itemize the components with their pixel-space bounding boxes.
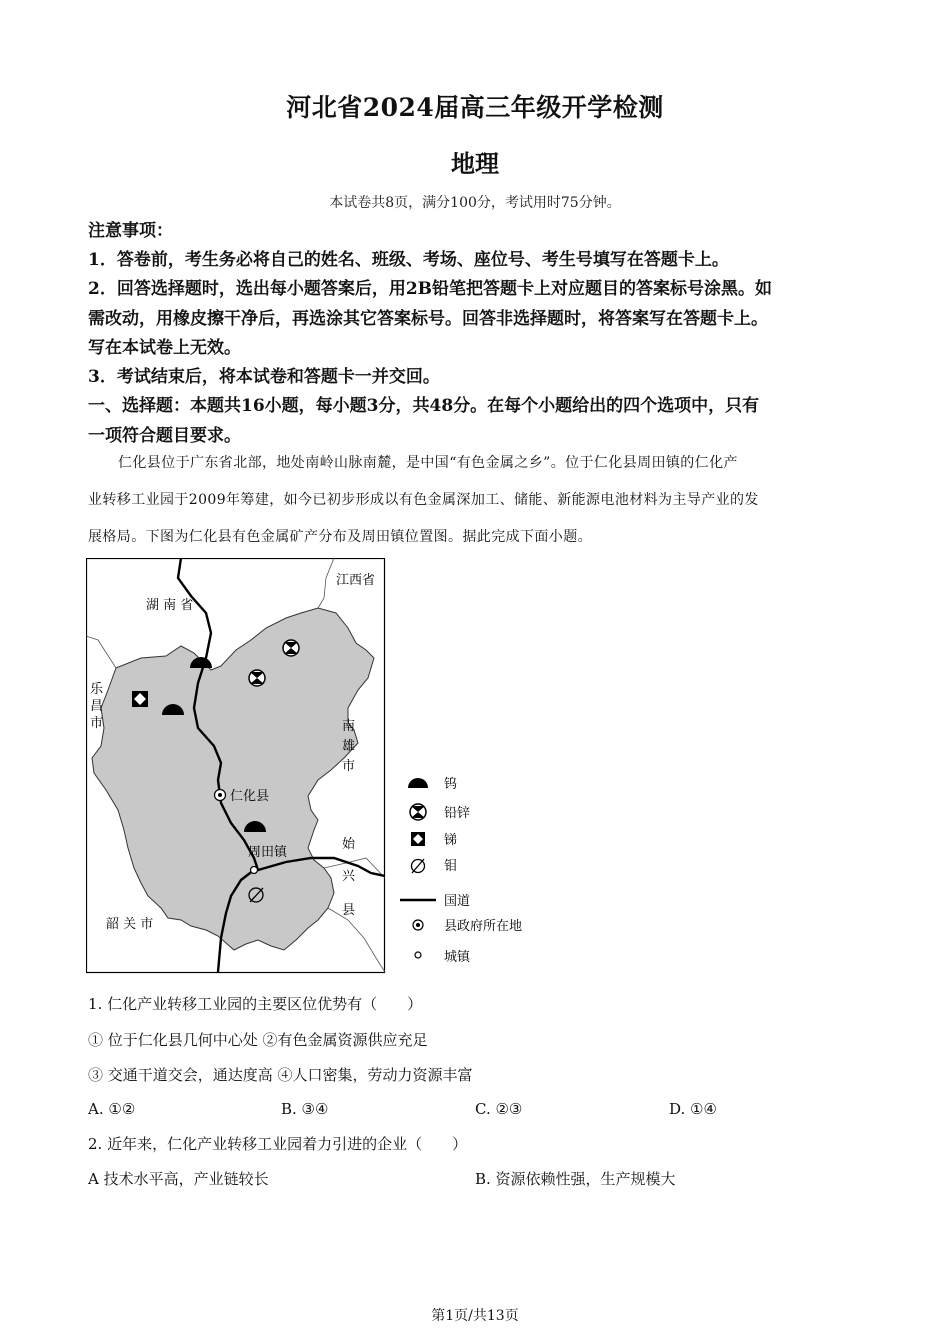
label-lechang: 昌: [90, 699, 104, 714]
notice-line: 写在本试卷上无效。: [88, 338, 241, 358]
legend-label: 钨: [444, 777, 458, 792]
lead-zinc-icon: [283, 640, 299, 656]
question-1-option-c[interactable]: C. ②③: [475, 1100, 523, 1118]
question-2-stem: 2. 近年来，仁化产业转移工业园着力引进的企业（ ）: [88, 1135, 468, 1153]
molybdenum-icon: [412, 859, 425, 873]
map-legend: [400, 768, 550, 973]
passage-line: 仁化县位于广东省北部，地处南岭山脉南麓，是中国“有色金属之乡”。位于仁化县周田镇的仁化产: [118, 455, 738, 471]
label-shixing: 兴: [342, 869, 356, 884]
notice-line: 3．考试结束后，将本试卷和答题卡一并交回。: [88, 367, 440, 387]
label-nanxiong: 雄: [342, 739, 356, 754]
question-2-option-b[interactable]: B. 资源依赖性强，生产规模大: [475, 1170, 676, 1188]
lead-zinc-icon: [249, 670, 265, 686]
label-lechang: 乐: [90, 682, 104, 697]
lead-zinc-icon: [410, 804, 426, 820]
question-1-option-b[interactable]: B. ③④: [281, 1100, 329, 1118]
question-1-statements: ① 位于仁化县几何中心处 ②有色金属资源供应充足: [88, 1031, 428, 1049]
question-1-stem: 1. 仁化产业转移工业园的主要区位优势有（ ）: [88, 995, 423, 1013]
label-jiangxi: 江西省: [336, 573, 376, 588]
county-seat-icon: [413, 920, 423, 930]
label-lechang: 市: [90, 716, 104, 731]
legend-label: 国道: [444, 894, 471, 909]
renhua-mineral-map: [86, 558, 386, 974]
exam-title: 河北省2024届高三年级开学检测: [286, 93, 664, 122]
legend-label: 城镇: [444, 950, 471, 965]
question-2-option-a[interactable]: A 技术水平高，产业链较长: [88, 1170, 269, 1188]
legend-label: 钼: [444, 859, 458, 874]
town-icon: [415, 952, 421, 958]
antimony-icon: [132, 691, 148, 707]
label-nanxiong: 南: [342, 719, 356, 734]
label-hunan: 湖 南 省: [146, 598, 194, 613]
passage-line: 展格局。下图为仁化县有色金属矿产分布及周田镇位置图。据此完成下面小题。: [88, 529, 592, 545]
label-nanxiong: 市: [342, 759, 356, 774]
label-zhoutian: 周田镇: [248, 845, 288, 860]
question-1-option-d[interactable]: D. ①④: [669, 1100, 717, 1118]
label-shixing: 县: [342, 903, 356, 918]
county-seat-icon: [215, 790, 226, 801]
question-1-statements: ③ 交通干道交会，通达度高 ④人口密集，劳动力资源丰富: [88, 1066, 473, 1084]
label-renhua: 仁化县: [230, 789, 270, 804]
exam-meta: 本试卷共8页，满分100分，考试用时75分钟。: [329, 195, 621, 211]
antimony-icon: [411, 832, 425, 846]
town-icon: [251, 867, 258, 874]
label-shixing: 始: [342, 837, 356, 852]
notice-line: 1．答卷前，考生务必将自己的姓名、班级、考场、座位号、考生号填写在答题卡上。: [88, 250, 729, 270]
legend-label: 锑: [444, 833, 458, 848]
exam-subject: 地理: [451, 149, 499, 178]
notice-line: 需改动，用橡皮擦干净后，再选涂其它答案标号。回答非选择题时，将答案写在答题卡上。: [88, 309, 768, 329]
page-footer: 第1页/共13页: [431, 1308, 519, 1324]
label-shaoguan: 韶 关 市: [106, 917, 154, 932]
passage-line: 业转移工业园于2009年筹建，如今已初步形成以有色金属深加工、储能、新能源电池材料为主导产业的发: [88, 492, 759, 508]
section-heading: 一、选择题：本题共16小题，每小题3分，共48分。在每个小题给出的四个选项中，只有: [88, 396, 760, 416]
tungsten-icon: [408, 778, 428, 788]
notice-heading: 注意事项：: [88, 221, 173, 241]
legend-label: 铅锌: [444, 806, 471, 821]
notice-line: 2．回答选择题时，选出每小题答案后，用2B铅笔把答题卡上对应题目的答案标号涂黑。如: [88, 279, 773, 299]
question-1-option-a[interactable]: A. ①②: [88, 1100, 136, 1118]
legend-label: 县政府所在地: [444, 919, 523, 934]
section-heading: 一项符合题目要求。: [88, 426, 241, 446]
